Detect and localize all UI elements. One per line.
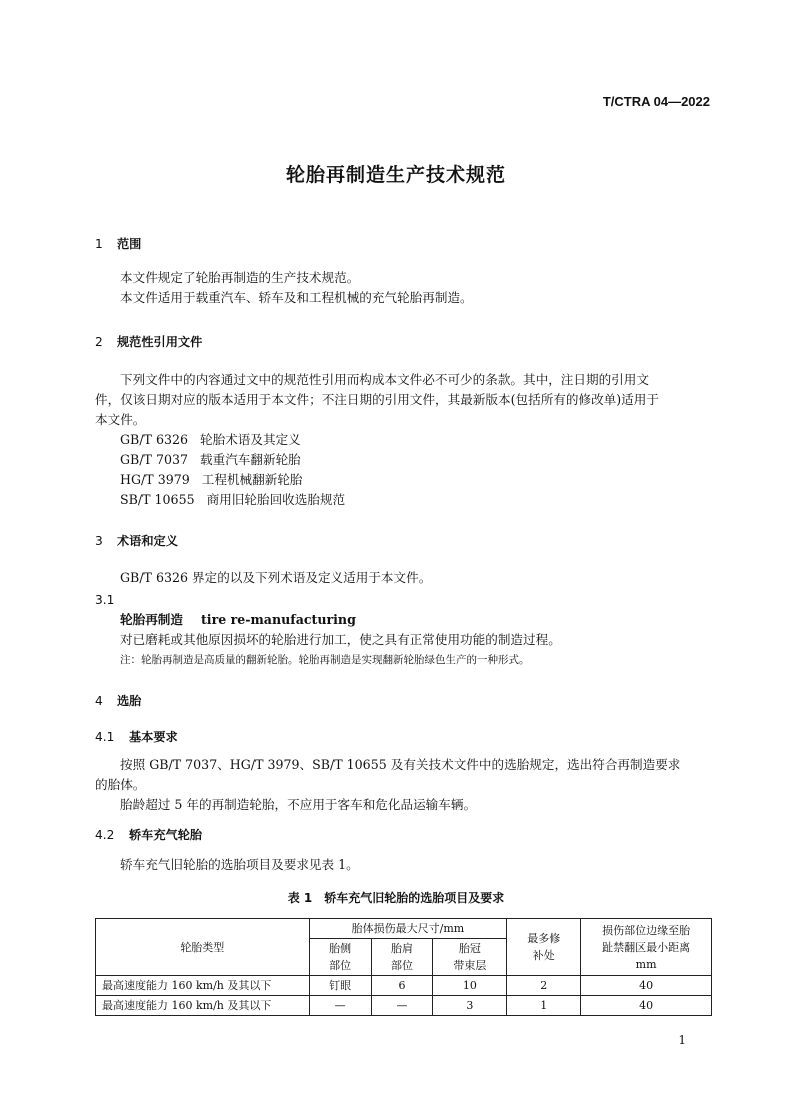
table-row — [96, 976, 712, 996]
subsection-number: 4.1 — [95, 730, 115, 744]
paragraph: 胎龄超过 5 年的再制造轮胎，不应用于客车和危化品运输车辆。 — [120, 797, 477, 812]
section-title: 术语和定义 — [117, 534, 178, 548]
subsection-title: 轿车充气轮胎 — [129, 828, 203, 842]
header-sidewall — [309, 939, 371, 976]
header-text: 损伤部位边缘至胎 — [602, 923, 691, 937]
section-2-heading — [95, 333, 202, 350]
section-title: 选胎 — [117, 694, 142, 708]
reference-name: 商用旧轮胎回收选胎规范 — [206, 492, 346, 507]
subsection-4-1-body — [95, 755, 700, 815]
header-text: 胎侧 — [329, 942, 352, 955]
section-number: 1 — [95, 237, 103, 251]
cell-tire-type: 最高速度能力 160 km/h 及其以下 — [96, 976, 310, 996]
reference-name: 工程机械翻新轮胎 — [201, 472, 303, 487]
section-number: 3 — [95, 534, 103, 548]
page-number: 1 — [678, 1033, 686, 1047]
subsection-4-2-heading — [95, 826, 202, 843]
section-number: 4 — [95, 694, 103, 708]
paragraph-line: 本文件。 — [95, 412, 146, 427]
header-tire-type: 轮胎类型 — [96, 919, 310, 976]
cell-repairs: 2 — [507, 976, 581, 996]
section-title: 规范性引用文件 — [117, 335, 203, 349]
cell-distance: 40 — [581, 976, 712, 996]
paragraph-line: 按照 GB/T 7037、HG/T 3979、SB/T 10655 及有关技术文件中的选胎规定，选出符合再制造要求 — [120, 757, 681, 772]
paragraph: 轿车充气旧轮胎的选胎项目及要求见表 1。 — [120, 857, 359, 872]
header-max-damage-size: 胎体损伤最大尺寸/mm — [309, 919, 507, 939]
section-3-heading — [95, 532, 178, 549]
header-text: 最多修 — [527, 932, 561, 945]
header-crown — [433, 939, 507, 976]
section-title: 范围 — [117, 237, 142, 251]
cell-crown: 10 — [433, 976, 507, 996]
section-number: 2 — [95, 335, 103, 349]
cell-tire-type: 最高速度能力 160 km/h 及其以下 — [96, 996, 310, 1016]
header-max-repairs — [507, 919, 581, 976]
header-text: 部位 — [329, 959, 352, 972]
term-title — [95, 610, 700, 630]
paragraph: 本文件适用于载重汽车、轿车及和工程机械的充气轮胎再制造。 — [120, 290, 473, 305]
standard-code: T/CTRA 04—2022 — [602, 94, 710, 109]
section-4-heading — [95, 692, 141, 709]
cell-shoulder: 6 — [371, 976, 433, 996]
reference-code: HG/T 3979 — [120, 472, 190, 487]
header-shoulder — [371, 939, 433, 976]
reference-code: GB/T 7037 — [120, 452, 189, 467]
header-text: 胎肩 — [390, 942, 413, 955]
cell-repairs: 1 — [507, 996, 581, 1016]
header-text: 部位 — [390, 959, 413, 972]
reference-item — [95, 430, 700, 450]
header-text: 带束层 — [453, 959, 487, 972]
section-1-heading — [95, 235, 141, 252]
reference-item — [95, 450, 700, 470]
reference-code: GB/T 6326 — [120, 432, 189, 447]
paragraph: GB/T 6326 界定的以及下列术语及定义适用于本文件。 — [120, 570, 432, 585]
cell-sidewall: — — [309, 996, 371, 1016]
paragraph-line: 的胎体。 — [95, 777, 146, 792]
header-text: 补处 — [532, 949, 555, 962]
table-header-row — [96, 919, 712, 939]
reference-name: 轮胎术语及其定义 — [200, 432, 301, 447]
reference-name: 载重汽车翻新轮胎 — [200, 452, 301, 467]
reference-item — [95, 470, 700, 490]
section-2-body — [95, 370, 700, 510]
paragraph-line: 下列文件中的内容通过文中的规范性引用而构成本文件必不可少的条款。其中，注日期的引用文 — [120, 372, 649, 387]
section-3-intro — [95, 568, 700, 588]
term-number: 3.1 — [95, 593, 115, 607]
section-1-body — [95, 268, 700, 308]
table-row — [96, 996, 712, 1016]
subsection-4-2-body — [95, 855, 700, 875]
cell-crown: 3 — [433, 996, 507, 1016]
subsection-number: 4.2 — [95, 828, 115, 842]
selection-requirements-table — [95, 918, 712, 1016]
header-min-distance — [581, 919, 712, 976]
term-note: 注：轮胎再制造是高质量的翻新轮胎。轮胎再制造是实现翻新轮胎绿色生产的一种形式。 — [120, 654, 530, 666]
paragraph: 本文件规定了轮胎再制造的生产技术规范。 — [120, 270, 360, 285]
header-text: mm — [635, 957, 657, 971]
header-text: 胎冠 — [458, 942, 481, 955]
term-entry — [95, 610, 700, 670]
cell-sidewall: 钉眼 — [309, 976, 371, 996]
term-english: tire re-manufacturing — [200, 612, 356, 627]
table-title: 表 1 轿车充气旧轮胎的选胎项目及要求 — [287, 891, 505, 905]
cell-shoulder: — — [371, 996, 433, 1016]
term-chinese: 轮胎再制造 — [120, 612, 183, 627]
term-definition: 对已磨耗或其他原因损坏的轮胎进行加工，使之具有正常使用功能的制造过程。 — [120, 632, 561, 647]
subsection-title: 基本要求 — [129, 730, 178, 744]
reference-code: SB/T 10655 — [120, 492, 195, 507]
page-title: 轮胎再制造生产技术规范 — [285, 164, 506, 186]
subsection-4-1-heading — [95, 728, 178, 745]
cell-distance: 40 — [581, 996, 712, 1016]
reference-item — [95, 490, 700, 510]
header-text: 趾禁翻区最小距离 — [602, 940, 691, 954]
paragraph-line: 件，仅该日期对应的版本适用于本文件；不注日期的引用文件，其最新版本(包括所有的修改单)适用于 — [95, 392, 659, 407]
